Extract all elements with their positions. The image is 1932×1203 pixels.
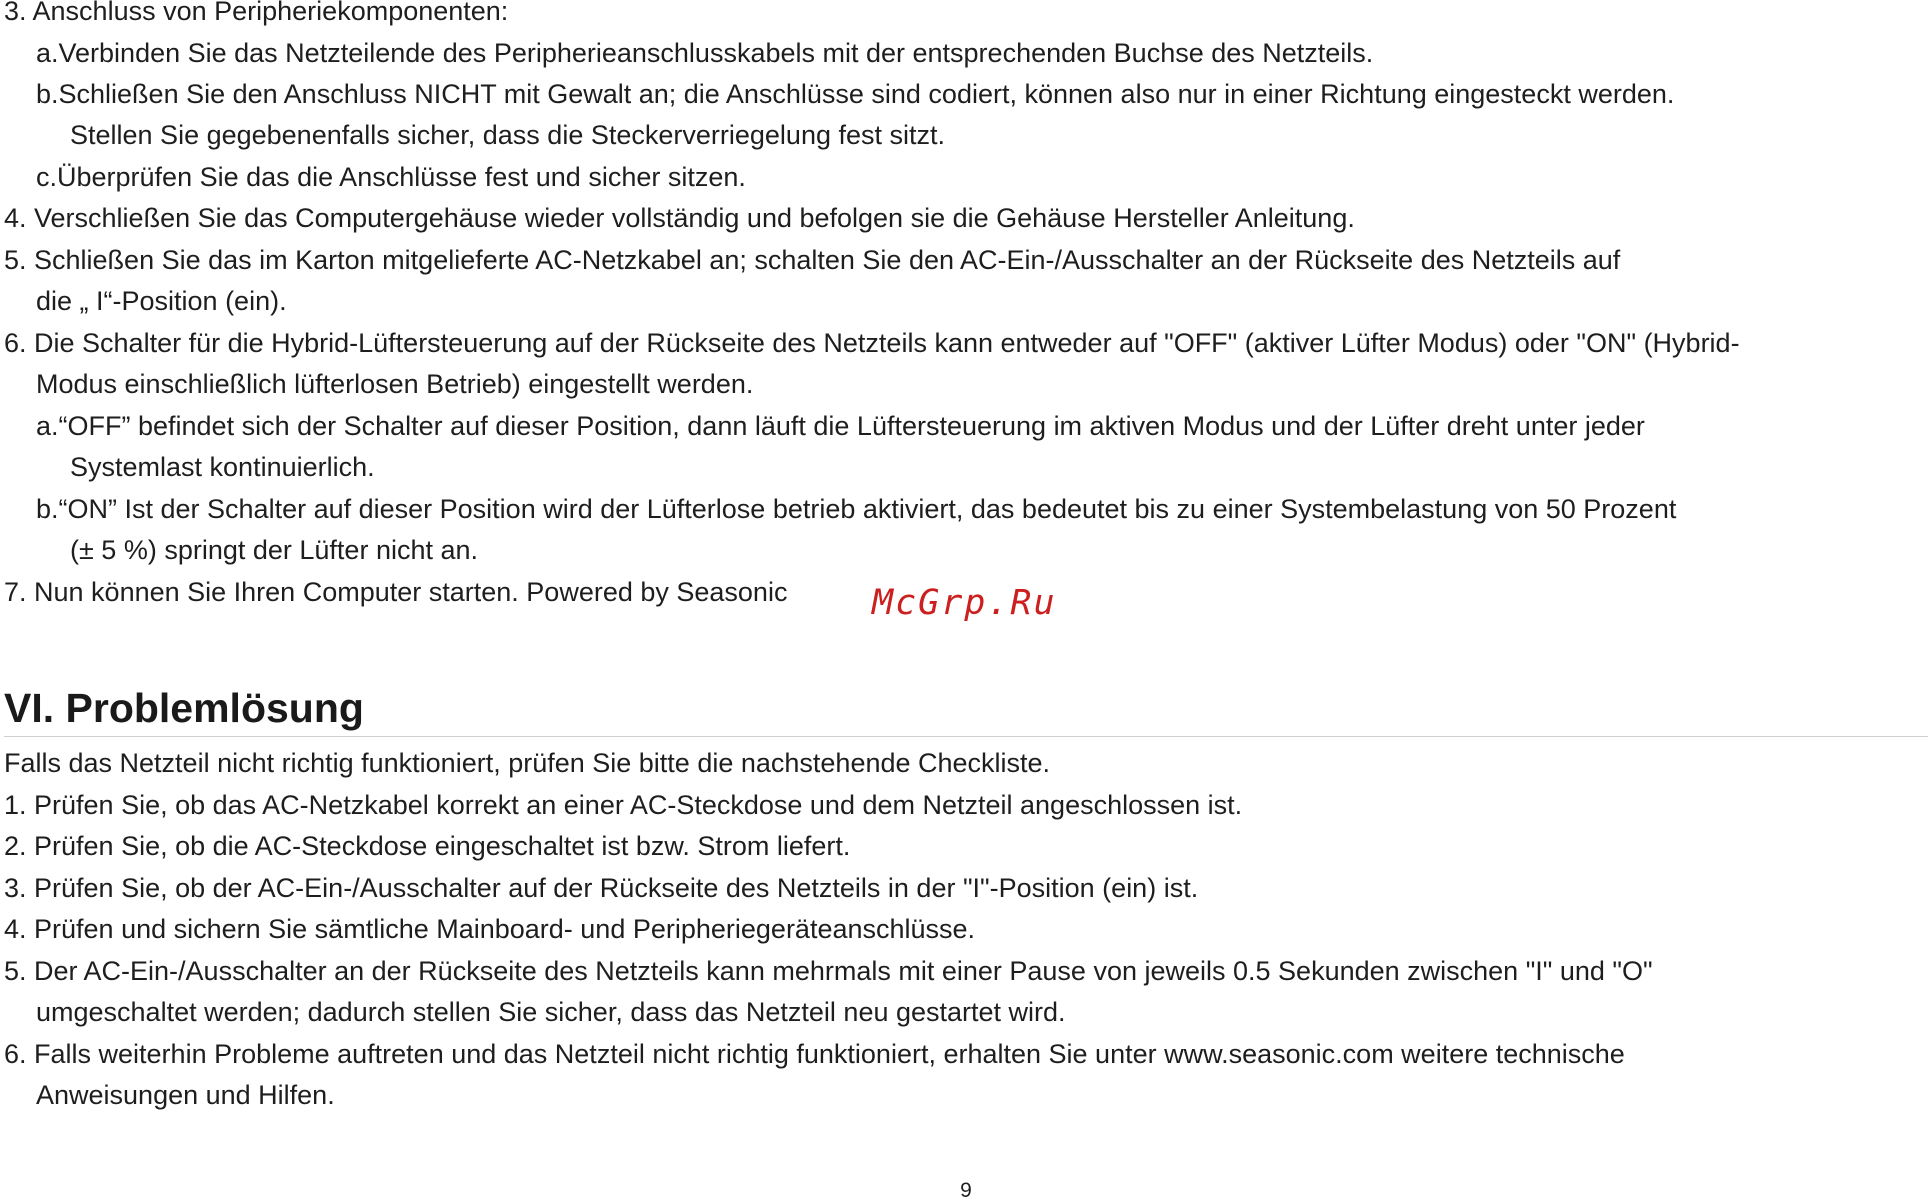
step-3c-text: c.Überprüfen Sie das die Anschlüsse fest und sicher sitzen. <box>36 162 746 192</box>
step-6-continuation: Modus einschließlich lüfterlosen Betrieb) eingestellt werden. <box>36 369 754 399</box>
step-6b-continuation: (± 5 %) springt der Lüfter nicht an. <box>70 535 479 565</box>
check-item-5: 5. Der AC-Ein-/Ausschalter an der Rückseite des Netzteils kann mehrmals mit einer Pause von jeweils 0.5 Sekunden zwischen "I" und "O" <box>4 956 1653 986</box>
check-item-3: 3. Prüfen Sie, ob der AC-Ein-/Ausschalter auf der Rückseite des Netzteils in der "I"-Position (ein) ist. <box>4 873 1199 903</box>
step-6-text: 6. Die Schalter für die Hybrid-Lüftersteuerung auf der Rückseite des Netzteils kann entweder auf "OFF" (aktiver Lüfter Modus) oder "ON" (Hybrid- <box>4 328 1740 358</box>
watermark-text: McGrp.Ru <box>872 583 1057 623</box>
check-item-5-continuation: umgeschaltet werden; dadurch stellen Sie sicher, dass das Netzteil neu gestartet wird. <box>36 997 1066 1027</box>
check-item-6-continuation: Anweisungen und Hilfen. <box>36 1080 335 1110</box>
heading-divider <box>4 736 1928 737</box>
step-3-connect-peripherals: 3. Anschluss von Peripheriekomponenten: <box>4 0 509 26</box>
step-6a-text: a.“OFF” befindet sich der Schalter auf dieser Position, dann läuft die Lüftersteuerung im aktiven Modus und der Lüfter dreht unter jeder <box>36 411 1645 441</box>
troubleshooting-intro: Falls das Netzteil nicht richtig funktioniert, prüfen Sie bitte die nachstehende Checkliste. <box>4 748 1051 778</box>
step-3b-continuation: Stellen Sie gegebenenfalls sicher, dass die Steckerverriegelung fest sitzt. <box>70 120 945 150</box>
check-item-2: 2. Prüfen Sie, ob die AC-Steckdose eingeschaltet ist bzw. Strom liefert. <box>4 831 851 861</box>
check-item-6: 6. Falls weiterhin Probleme auftreten und das Netzteil nicht richtig funktioniert, erhalten Sie unter www.seasonic.com weitere technische <box>4 1039 1625 1069</box>
page-number: 9 <box>960 1179 972 1202</box>
check-item-1: 1. Prüfen Sie, ob das AC-Netzkabel korrekt an einer AC-Steckdose und dem Netzteil angeschlossen ist. <box>4 790 1243 820</box>
step-4-text: 4. Verschließen Sie das Computergehäuse wieder vollständig und befolgen sie die Gehäuse Hersteller Anleitung. <box>4 203 1355 233</box>
step-6a-continuation: Systemlast kontinuierlich. <box>70 452 375 482</box>
step-5-text: 5. Schließen Sie das im Karton mitgelieferte AC-Netzkabel an; schalten Sie den AC-Ein-/Ausschalter an der Rückseite des Netzteils auf <box>4 245 1621 275</box>
step-3a-text: a.Verbinden Sie das Netzteilende des Peripherieanschlusskabels mit der entsprechenden Buchse des Netzteils. <box>36 38 1374 68</box>
step-5-continuation: die „ I“-Position (ein). <box>36 286 287 316</box>
section-heading: VI. Problemlösung <box>4 685 364 731</box>
step-6b-text: b.“ON” Ist der Schalter auf dieser Position wird der Lüfterlose betrieb aktiviert, das bedeutet bis zu einer Systembelastung von 50 Prozent <box>36 494 1677 524</box>
check-item-4: 4. Prüfen und sichern Sie sämtliche Mainboard- und Peripheriegeräteanschlüsse. <box>4 914 976 944</box>
step-3b-text: b.Schließen Sie den Anschluss NICHT mit Gewalt an; die Anschlüsse sind codiert, können also nur in einer Richtung eingesteckt werden. <box>36 79 1675 109</box>
step-7-text: 7. Nun können Sie Ihren Computer starten. Powered by Seasonic <box>4 577 788 607</box>
